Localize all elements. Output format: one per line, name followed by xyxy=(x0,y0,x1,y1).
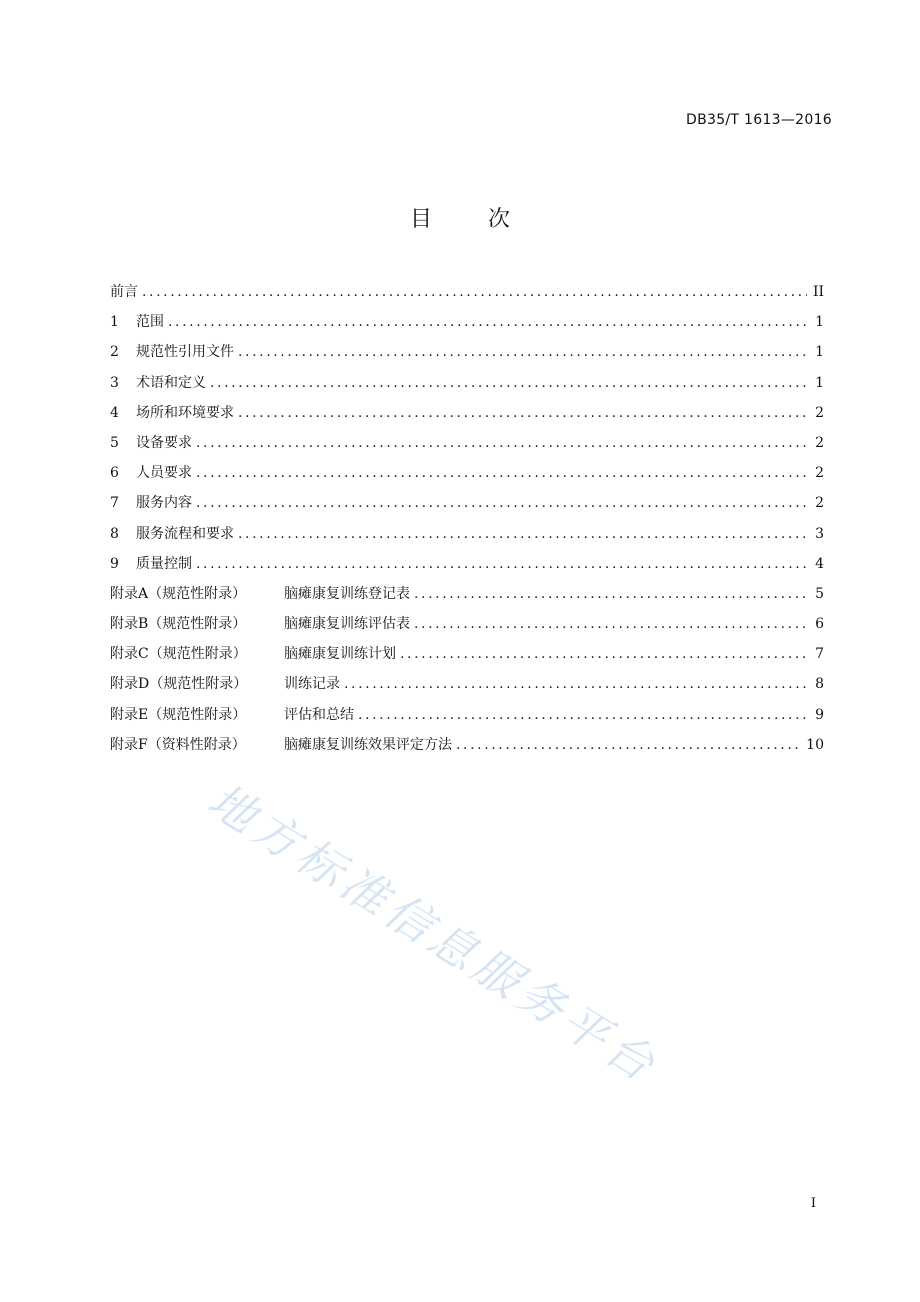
toc-annex-d[interactable] xyxy=(110,669,824,699)
toc-title-char-1: 目 xyxy=(409,207,432,232)
toc-entry-page: 10 xyxy=(806,736,824,753)
toc-entry-4[interactable] xyxy=(110,398,824,428)
toc-title-char-2: 次 xyxy=(488,207,511,232)
toc-entry-label: 评估和总结 xyxy=(284,706,354,723)
toc-entry-number: 8 xyxy=(110,525,119,542)
toc-entry-page: 3 xyxy=(815,525,824,542)
toc-entry-page: 1 xyxy=(815,374,824,391)
toc-entry-label: 脑瘫康复训练评估表 xyxy=(284,616,410,633)
toc-entry-label: 脑瘫康复训练效果评定方法 xyxy=(284,736,452,753)
toc-entry-8[interactable] xyxy=(110,519,824,549)
watermark-text: 地方标准信息服务平台 xyxy=(198,772,669,1094)
toc-annex-name: 附录C（规范性附录） xyxy=(110,646,247,663)
toc-entry-label: 脑瘫康复训练登记表 xyxy=(284,585,410,602)
toc-entry-page: 6 xyxy=(815,616,824,633)
toc-entry-label: 设备要求 xyxy=(136,434,192,451)
toc-annex-a[interactable] xyxy=(110,579,824,609)
toc-entry-page: 2 xyxy=(815,434,824,451)
toc-annex-name: 附录D（规范性附录） xyxy=(110,676,248,693)
toc-dot-leader xyxy=(168,307,808,337)
toc-annex-e[interactable] xyxy=(110,700,824,730)
toc-entry-number: 6 xyxy=(110,465,119,482)
toc-dot-leader xyxy=(196,549,808,579)
toc-annex-c[interactable] xyxy=(110,639,824,669)
toc-entry-label: 范围 xyxy=(136,314,164,331)
toc-dot-leader xyxy=(344,669,808,699)
toc-dot-leader xyxy=(358,700,808,730)
toc-title xyxy=(0,202,920,233)
toc-entry-label: 术语和定义 xyxy=(136,374,206,391)
toc-entry-label: 脑瘫康复训练计划 xyxy=(284,646,396,663)
toc-entry-number: 3 xyxy=(110,374,119,391)
toc-entry-page: 5 xyxy=(815,585,824,602)
toc-annex-f[interactable] xyxy=(110,730,824,760)
toc-entry-label: 服务内容 xyxy=(136,495,192,512)
document-code: DB35/T 1613—2016 xyxy=(686,112,832,128)
toc-dot-leader xyxy=(238,337,808,367)
toc-entry-label: 人员要求 xyxy=(136,465,192,482)
toc-dot-leader xyxy=(210,368,808,398)
toc-entry-page: 7 xyxy=(815,646,824,663)
toc-dot-leader xyxy=(414,579,808,609)
page-number: I xyxy=(810,1196,816,1211)
toc-annex-name: 附录E（规范性附录） xyxy=(110,706,247,723)
toc-entry-page: 2 xyxy=(815,495,824,512)
toc-dot-leader xyxy=(238,398,808,428)
toc-entry-preface[interactable] xyxy=(110,277,824,307)
toc-entry-page: 1 xyxy=(815,344,824,361)
toc-entry-label: 前言 xyxy=(110,284,138,300)
table-of-contents xyxy=(110,277,824,760)
toc-entry-number: 7 xyxy=(110,495,119,512)
toc-annex-b[interactable] xyxy=(110,609,824,639)
toc-dot-leader xyxy=(196,428,808,458)
toc-dot-leader xyxy=(196,488,808,518)
toc-dot-leader xyxy=(456,730,800,760)
toc-entry-number: 1 xyxy=(110,314,119,331)
toc-dot-leader xyxy=(238,519,808,549)
toc-entry-page: 8 xyxy=(815,676,824,693)
toc-entry-3[interactable] xyxy=(110,368,824,398)
toc-entry-1[interactable] xyxy=(110,307,824,337)
toc-entry-6[interactable] xyxy=(110,458,824,488)
toc-entry-9[interactable] xyxy=(110,549,824,579)
toc-entry-label: 规范性引用文件 xyxy=(136,344,234,361)
toc-entry-number: 2 xyxy=(110,344,119,361)
toc-entry-number: 9 xyxy=(110,555,119,572)
toc-entry-page: 1 xyxy=(815,314,824,331)
toc-entry-5[interactable] xyxy=(110,428,824,458)
toc-entry-page: 4 xyxy=(815,555,824,572)
toc-entry-label: 场所和环境要求 xyxy=(136,404,234,421)
toc-dot-leader xyxy=(196,458,808,488)
toc-entry-page: 9 xyxy=(815,706,824,723)
toc-entry-label: 质量控制 xyxy=(136,555,192,572)
toc-entry-page: 2 xyxy=(815,465,824,482)
toc-entry-page: 2 xyxy=(815,404,824,421)
toc-entry-number: 4 xyxy=(110,404,119,421)
toc-annex-name: 附录A（规范性附录） xyxy=(110,585,247,602)
toc-entry-label: 训练记录 xyxy=(284,676,340,693)
toc-entry-7[interactable] xyxy=(110,488,824,518)
toc-entry-label: 服务流程和要求 xyxy=(136,525,234,542)
toc-annex-name: 附录B（规范性附录） xyxy=(110,616,247,633)
toc-dot-leader xyxy=(400,639,808,669)
toc-entry-2[interactable] xyxy=(110,337,824,367)
toc-entry-number: 5 xyxy=(110,434,119,451)
toc-entry-page: II xyxy=(812,284,824,300)
toc-dot-leader xyxy=(414,609,808,639)
toc-dot-leader xyxy=(142,277,807,307)
toc-annex-name: 附录F（资料性附录） xyxy=(110,736,246,753)
